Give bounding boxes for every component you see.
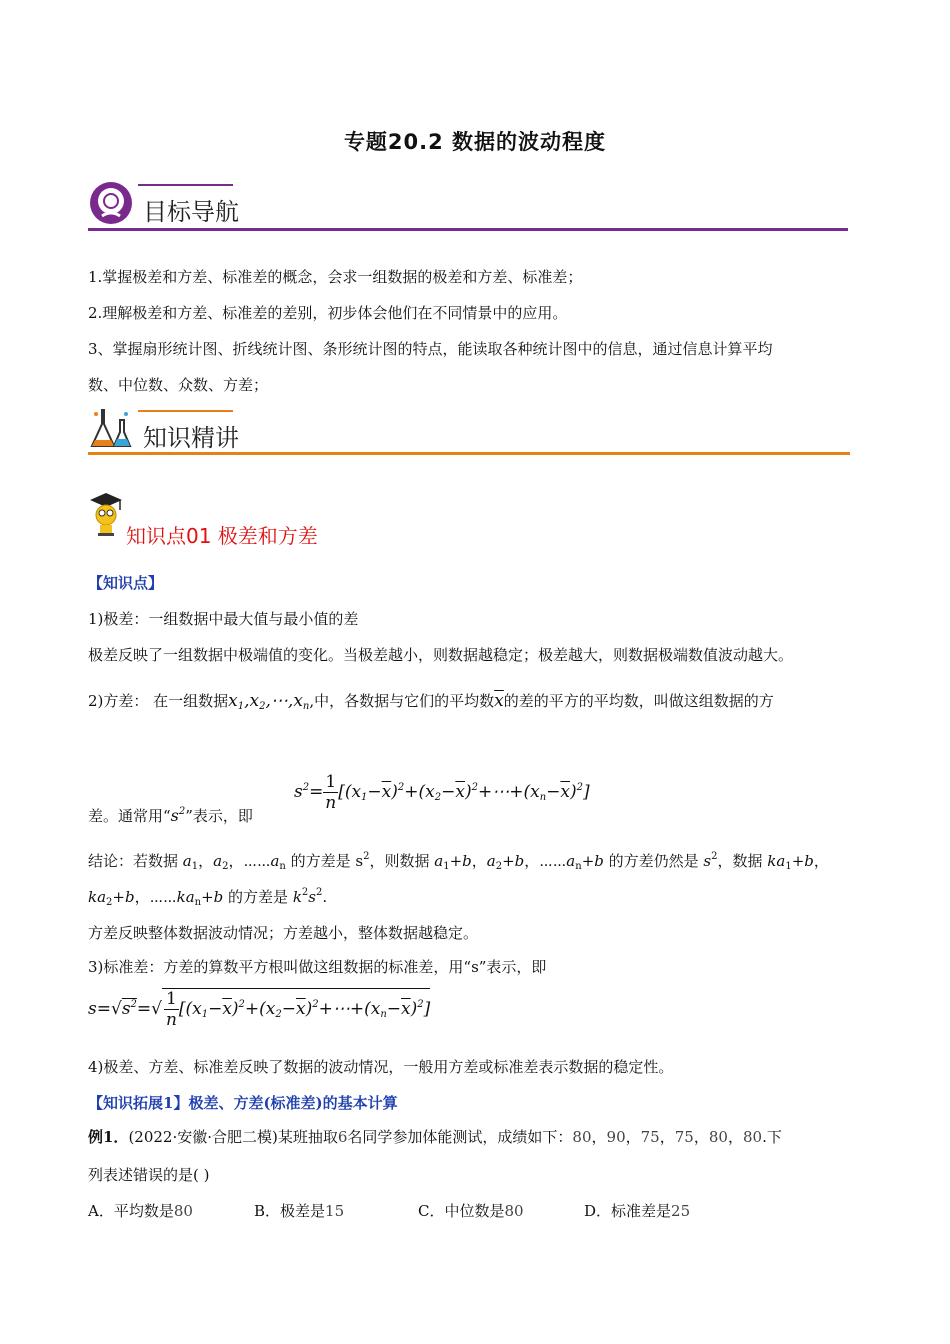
score: 75 bbox=[674, 1128, 694, 1146]
conclusion-line1: 结论：若数据 $a_1$，$a_2$，$\cdots\cdots a_n$ 的方差是 $s^2$，则数据 $a_1+b$，$a_2+b$，$\cdots\cdots a_n+b$ 的方差仍然是 $s^2$，数据 $ka_1+b$， bbox=[88, 851, 829, 872]
example-line2: 列表述错误的是( ) bbox=[88, 1166, 210, 1184]
section-label-knowledge: 知识精讲 bbox=[143, 424, 239, 452]
range-definition: 1)极差：一组数据中最大值与最小值的差 bbox=[88, 610, 359, 628]
score: 80 bbox=[572, 1128, 592, 1146]
score: 90 bbox=[606, 1128, 626, 1146]
page-title: 专题20.2 数据的波动程度 bbox=[343, 130, 607, 154]
section-header-goals bbox=[88, 180, 848, 234]
goal-item: 2.理解极差和方差、标准差的差别，初步体会他们在不同情景中的应用。 bbox=[88, 304, 568, 322]
option-b[interactable]: B．极差是15 bbox=[254, 1202, 345, 1220]
goal-item: 3、掌握扇形统计图、折线统计图、条形统计图的特点，能读取各种统计图中的信息，通过信息计算平均 bbox=[88, 340, 773, 358]
goal-item: 1.掌握极差和方差、标准差的概念，会求一组数据的极差和方差、标准差； bbox=[88, 268, 583, 286]
goal-item: 数、中位数、众数、方差； bbox=[88, 376, 269, 394]
flask-icon bbox=[88, 406, 134, 452]
knowledge-point-title: 知识点01 极差和方差 bbox=[126, 524, 318, 548]
section-header-knowledge bbox=[88, 404, 850, 458]
conclusion-line2: $ka_2+b$，$\cdots\cdots ka_n+b$ 的方差是 $k^2s^2$. bbox=[88, 887, 328, 908]
range-explanation: 极差反映了一组数据中极端值的变化。当极差越小，则数据越稳定；极差越大，则数据极端数值波动越大。 bbox=[88, 646, 794, 664]
variance-formula: $s^2=$ $\frac{1}{n}$ $[(x_1-\overline{x})^2+(x_2-\overline{x})^2+\cdots+(x_n-\overline{x})^2]$ bbox=[294, 772, 590, 813]
variance-notation: 差。通常用“$s^2$”表示，即 bbox=[88, 806, 253, 825]
brain-icon bbox=[88, 180, 134, 226]
knowledge-tag: 【知识点】 bbox=[88, 574, 164, 592]
variance-meaning: 方差反映整体数据波动情况；方差越小，整体数据越稳定。 bbox=[88, 924, 479, 942]
score: 80 bbox=[742, 1128, 763, 1146]
score: 75 bbox=[640, 1128, 660, 1146]
option-c[interactable]: C．中位数是80 bbox=[418, 1202, 524, 1220]
std-formula: $s=√s^2=√$ $\frac{1}{n}$ $[(x_1-\overline{x})^2+(x_2-\overline{x})^2+\cdots+(x_n-\overline{x})^2]$ bbox=[88, 989, 431, 1030]
example-line1: 例1．(2022·安徽·合肥二模)某班抽取6名同学参加体能测试，成绩如下：80，90，75，75，80，80.下 bbox=[88, 1128, 782, 1146]
summary-line: 4)极差、方差、标准差反映了数据的波动情况，一般用方差或标准差表示数据的稳定性。 bbox=[88, 1058, 674, 1076]
section-label-goals: 目标导航 bbox=[143, 198, 239, 226]
variance-definition: 2)方差： 在一组数据$x_1,x_2,\cdots,x_n$,中，各数据与它们的平均数$\overline{x}$的差的平方的平均数，叫做这组数据的方 bbox=[88, 691, 774, 712]
extension-title: 【知识拓展1】极差、方差(标准差)的基本计算 bbox=[88, 1094, 398, 1112]
score: 80 bbox=[708, 1128, 728, 1146]
option-d[interactable]: D．标准差是25 bbox=[584, 1202, 691, 1220]
std-definition: 3)标准差：方差的算数平方根叫做这组数据的标准差，用“s”表示，即 bbox=[88, 958, 547, 976]
scholar-icon bbox=[86, 490, 126, 538]
option-a[interactable]: A．平均数是80 bbox=[88, 1202, 193, 1220]
